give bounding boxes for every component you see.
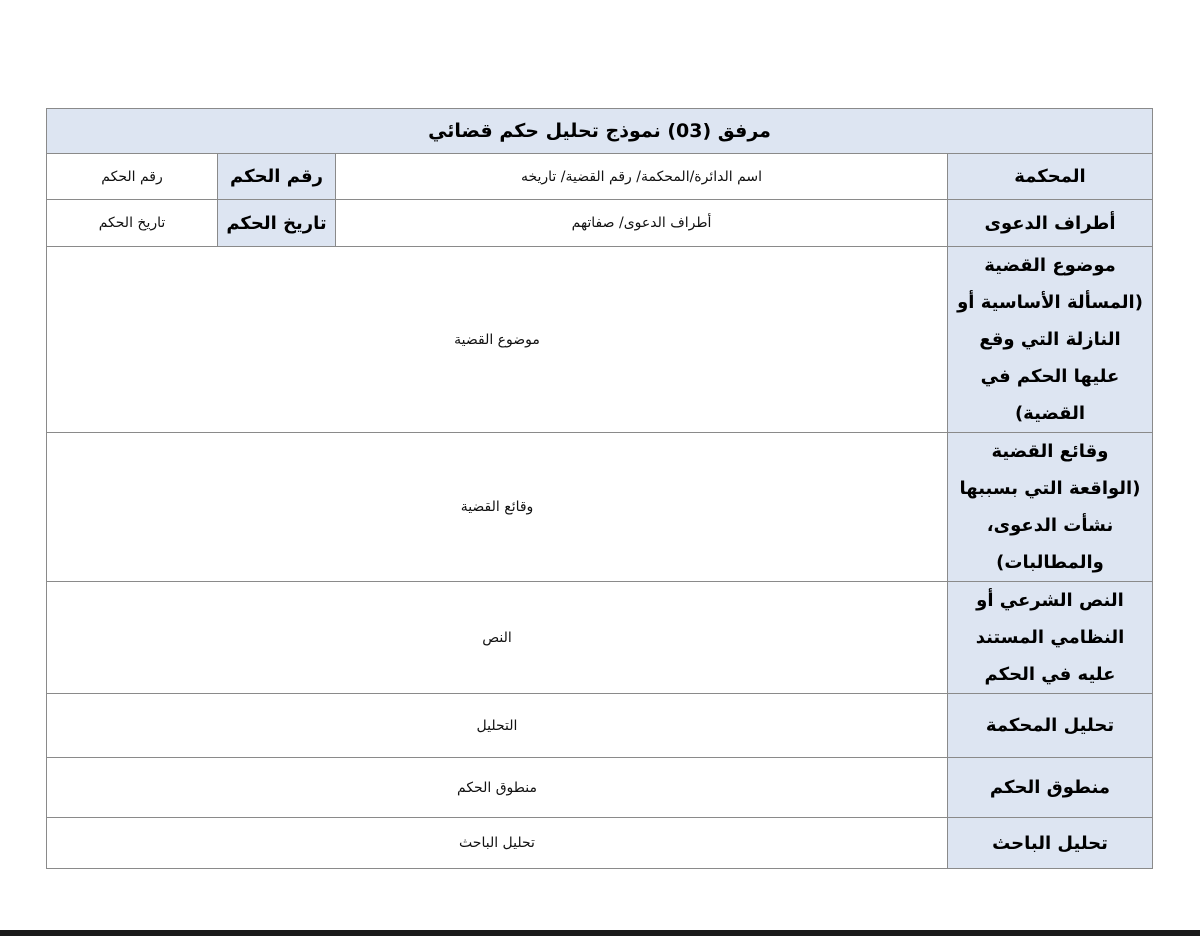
court-analysis-label: تحليل المحكمة [948, 694, 1153, 758]
analysis-table [46, 108, 1153, 869]
researcher-analysis-value: تحليل الباحث [47, 818, 948, 869]
legal-text-row [47, 582, 1153, 694]
verdict-row [47, 758, 1153, 818]
researcher-analysis-label: تحليل الباحث [948, 818, 1153, 869]
case-subject-value: موضوع القضية [47, 247, 948, 433]
court-label: المحكمة [948, 154, 1153, 200]
verdict-label: منطوق الحكم [948, 758, 1153, 818]
court-analysis-value: التحليل [47, 694, 948, 758]
parties-value: أطراف الدعوى/ صفاتهم [336, 200, 948, 247]
judgment-number-value: رقم الحكم [47, 154, 218, 200]
case-facts-label: وقائع القضية (الواقعة التي بسببها نشأت الدعوى، والمطالبات) [948, 433, 1153, 582]
case-facts-row [47, 433, 1153, 582]
court-row [47, 154, 1153, 200]
court-value: اسم الدائرة/المحكمة/ رقم القضية/ تاريخه [336, 154, 948, 200]
court-analysis-row [47, 694, 1153, 758]
parties-label: أطراف الدعوى [948, 200, 1153, 247]
researcher-analysis-row [47, 818, 1153, 869]
legal-text-label: النص الشرعي أو النظامي المستند عليه في الحكم [948, 582, 1153, 694]
judgment-analysis-form [46, 108, 1152, 869]
case-facts-value: وقائع القضية [47, 433, 948, 582]
verdict-value: منطوق الحكم [47, 758, 948, 818]
parties-row [47, 200, 1153, 247]
judgment-date-value: تاريخ الحكم [47, 200, 218, 247]
judgment-number-label: رقم الحكم [218, 154, 336, 200]
judgment-date-label: تاريخ الحكم [218, 200, 336, 247]
legal-text-value: النص [47, 582, 948, 694]
bottom-edge-bar [0, 930, 1200, 936]
form-title: مرفق (03) نموذج تحليل حكم قضائي [47, 109, 1153, 154]
case-subject-row [47, 247, 1153, 433]
case-subject-label: موضوع القضية (المسألة الأساسية أو النازلة التي وقع عليها الحكم في القضية) [948, 247, 1153, 433]
title-row [47, 109, 1153, 154]
